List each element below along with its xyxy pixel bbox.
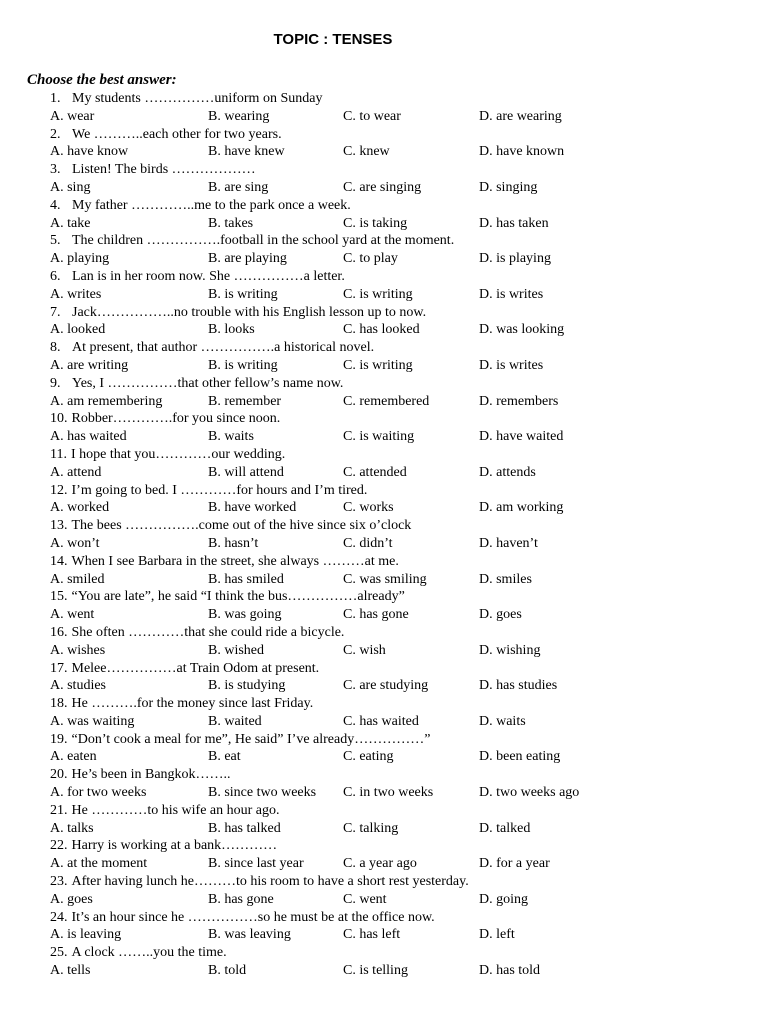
answer-options [0,748,768,766]
answer-option-d[interactable]: D. is writes [479,286,544,302]
answer-option-a[interactable]: A. writes [50,286,102,302]
answer-option-c[interactable]: C. is waiting [343,429,415,445]
answer-options [0,926,768,944]
answer-option-a[interactable]: A. was waiting [50,713,135,729]
question-number: 18. [50,696,68,712]
question-text: A clock ……..you the time. [71,945,227,961]
answer-option-a[interactable]: A. take [50,215,91,231]
answer-option-b[interactable]: B. eat [208,749,241,765]
answer-options [0,535,768,553]
question-number: 15. [50,589,68,605]
answer-options [0,250,768,268]
answer-option-b[interactable]: B. waits [208,429,254,445]
answer-option-b[interactable]: B. has smiled [208,571,284,587]
question-item [0,766,768,802]
answer-option-b[interactable]: B. is studying [208,678,286,694]
answer-option-c[interactable]: C. was smiling [343,571,427,587]
question-line [0,766,768,784]
question-text: Lan is in her room now. She ……………a letter. [72,268,345,284]
question-line [0,944,768,962]
answer-options [0,820,768,838]
question-number: 21. [50,802,68,818]
answer-option-c[interactable]: C. has looked [343,322,420,338]
answer-option-b[interactable]: B. are sing [208,179,269,195]
question-text: It’s an hour since he ……………so he must be at the office now. [71,909,435,925]
question-item [0,90,768,126]
question-text: The children …………….football in the school yard at the moment. [72,233,455,249]
answer-option-a[interactable]: A. playing [50,251,110,267]
answer-option-c[interactable]: C. is taking [343,215,408,231]
question-line [0,909,768,927]
answer-option-b[interactable]: B. told [208,963,247,979]
answer-option-c[interactable]: C. wish [343,642,386,658]
question-text: I’m going to bed. I …………for hours and I’m tired. [71,482,368,498]
question-line [0,304,768,322]
answer-option-b[interactable]: B. has gone [208,891,274,907]
answer-option-c[interactable]: C. are studying [343,678,429,694]
answer-option-d[interactable]: D. left [479,927,515,943]
question-text: Melee……………at Train Odom at present. [71,660,320,676]
answer-option-a[interactable]: A. tells [50,963,91,979]
answer-option-a[interactable]: A. for two weeks [50,785,147,801]
answer-option-d[interactable]: D. is writes [479,357,544,373]
answer-option-d[interactable]: D. are wearing [479,108,562,124]
question-item [0,873,768,909]
question-item [0,197,768,233]
answer-option-b[interactable]: B. was leaving [208,927,291,943]
question-number: 17. [50,660,68,676]
question-line [0,802,768,820]
answer-option-a[interactable]: A. at the moment [50,856,148,872]
answer-options [0,393,768,411]
answer-options [0,642,768,660]
answer-option-b[interactable]: B. is writing [208,357,278,373]
answer-options [0,891,768,909]
question-item [0,944,768,980]
answer-option-d[interactable]: D. smiles [479,571,532,587]
question-line [0,695,768,713]
answer-option-b[interactable]: B. have knew [208,144,285,160]
answer-options [0,321,768,339]
question-number: 3. [50,162,61,178]
answer-option-c[interactable]: C. attended [343,464,407,480]
question-item [0,446,768,482]
question-number: 16. [50,624,68,640]
question-line [0,268,768,286]
question-number: 22. [50,838,68,854]
question-line [0,482,768,500]
question-number: 25. [50,945,68,961]
answer-option-b[interactable]: B. since two weeks [208,785,317,801]
question-item [0,410,768,446]
answer-option-d[interactable]: D. have known [479,144,565,160]
question-line [0,446,768,464]
answer-option-a[interactable]: A. have know [50,144,129,160]
answer-option-d[interactable]: D. going [479,891,528,907]
answer-options [0,428,768,446]
question-number: 6. [50,268,61,284]
question-number: 8. [50,340,61,356]
question-item [0,837,768,873]
question-item [0,624,768,660]
answer-option-c[interactable]: C. talking [343,820,399,836]
question-number: 24. [50,909,68,925]
question-number: 5. [50,233,61,249]
question-line [0,873,768,891]
answer-option-c[interactable]: C. is telling [343,963,408,979]
question-item [0,660,768,696]
answer-option-a[interactable]: A. eaten [50,749,97,765]
question-number: 7. [50,304,61,320]
answer-option-c[interactable]: C. eating [343,749,394,765]
answer-option-b[interactable]: B. will attend [208,464,284,480]
answer-option-b[interactable]: B. looks [208,322,255,338]
answer-option-b[interactable]: B. are playing [208,251,287,267]
answer-option-a[interactable]: A. worked [50,500,110,516]
answer-option-b[interactable]: B. has talked [208,820,281,836]
question-text: Harry is working at a bank………… [71,838,278,854]
question-text: My students ……………uniform on Sunday [72,91,323,106]
answer-option-a[interactable]: A. goes [50,891,93,907]
answer-option-c[interactable]: C. to wear [343,108,401,124]
question-text: She often …………that she could ride a bicycle. [71,624,345,640]
answer-options [0,143,768,161]
answer-options [0,855,768,873]
answer-option-b[interactable]: B. wearing [208,108,270,124]
answer-options [0,286,768,304]
answer-option-b[interactable]: B. is writing [208,286,278,302]
question-line [0,161,768,179]
answer-option-d[interactable]: D. been eating [479,749,561,765]
answer-option-d[interactable]: D. has studies [479,678,558,694]
answer-option-b[interactable]: B. wished [208,642,264,658]
answer-option-c[interactable]: C. knew [343,144,390,160]
answer-options [0,606,768,624]
answer-options [0,784,768,802]
answer-option-d[interactable]: D. have waited [479,429,564,445]
question-item [0,268,768,304]
question-text: After having lunch he………to his room to have a short rest yesterday. [71,874,469,890]
answer-option-d[interactable]: D. has told [479,963,541,979]
answer-options [0,464,768,482]
question-line [0,517,768,535]
answer-option-c[interactable]: C. went [343,891,387,907]
question-item [0,909,768,945]
question-number: 10. [50,411,68,427]
answer-option-d[interactable]: D. am working [479,500,564,516]
answer-option-a[interactable]: A. is leaving [50,927,122,943]
question-text: He …………to his wife an hour ago. [71,802,280,818]
answer-option-d[interactable]: D. has taken [479,215,549,231]
question-number: 9. [50,375,61,391]
question-text: At present, that author …………….a historical novel. [72,340,375,356]
answer-option-a[interactable]: A. smiled [50,571,105,587]
answer-option-b[interactable]: B. waited [208,713,262,729]
answer-option-d[interactable]: D. waits [479,713,526,729]
question-text: He ……….for the money since last Friday. [71,696,314,712]
question-line [0,232,768,250]
answer-options [0,962,768,980]
question-item [0,517,768,553]
answer-option-a[interactable]: A. won’t [50,535,100,551]
answer-option-a[interactable]: A. attend [50,464,102,480]
question-number: 14. [50,553,68,569]
answer-option-b[interactable]: B. takes [208,215,254,231]
question-text: He’s been in Bangkok…….. [71,767,231,783]
answer-option-c[interactable]: C. is writing [343,286,413,302]
question-line [0,90,768,108]
answer-option-c[interactable]: C. has left [343,927,401,943]
question-item [0,161,768,197]
answer-option-d[interactable]: D. for a year [479,856,550,872]
question-text: Jack……………..no trouble with his English lesson up to now. [72,304,427,320]
question-text: Yes, I ……………that other fellow’s name now. [72,375,344,391]
instruction-text: Choose the best answer: [27,72,177,88]
question-text: I hope that you…………our wedding. [70,446,286,462]
answer-option-c[interactable]: C. has gone [343,607,409,623]
question-text: “Don’t cook a meal for me”, He said” I’ve already……………” [71,731,431,747]
answer-option-d[interactable]: D. singing [479,179,538,195]
answer-option-a[interactable]: A. am remembering [50,393,163,409]
question-text: We ………..each other for two years. [72,126,282,142]
answer-option-c[interactable]: C. has waited [343,713,419,729]
answer-option-a[interactable]: A. talks [50,820,94,836]
answer-option-b[interactable]: B. remember [208,393,282,409]
answer-option-d[interactable]: D. attends [479,464,536,480]
question-item [0,482,768,518]
question-line [0,410,768,428]
answer-option-a[interactable]: A. sing [50,179,91,195]
question-line [0,837,768,855]
question-number: 13. [50,518,68,534]
answer-option-c[interactable]: C. are singing [343,179,422,195]
answer-option-d[interactable]: D. wishing [479,642,541,658]
question-number: 1. [50,91,61,106]
answer-option-c[interactable]: C. works [343,500,394,516]
answer-options [0,357,768,375]
question-item [0,553,768,589]
question-line [0,624,768,642]
question-item [0,588,768,624]
question-number: 19. [50,731,68,747]
question-text: Listen! The birds ……………… [72,162,256,178]
question-number: 4. [50,197,61,213]
answer-options [0,499,768,517]
answer-option-c[interactable]: C. in two weeks [343,785,434,801]
question-line [0,588,768,606]
answer-option-d[interactable]: D. two weeks ago [479,785,580,801]
answer-option-a[interactable]: A. went [50,607,95,623]
question-line [0,197,768,215]
answer-option-d[interactable]: D. talked [479,820,531,836]
answer-option-b[interactable]: B. since last year [208,856,304,872]
question-text: When I see Barbara in the street, she always ………at me. [71,553,399,569]
question-number: 2. [50,126,61,142]
question-item [0,375,768,411]
question-item [0,126,768,162]
question-number: 20. [50,767,68,783]
question-item [0,232,768,268]
question-number: 23. [50,874,68,890]
question-number: 11. [50,446,67,462]
page-title: TOPIC : TENSES [273,31,393,48]
answer-options [0,108,768,126]
answer-option-b[interactable]: B. was going [208,607,282,623]
question-line [0,553,768,571]
answer-option-c[interactable]: C. is writing [343,357,413,373]
question-text: My father …………..me to the park once a week. [72,197,351,213]
answer-options [0,713,768,731]
answer-option-d[interactable]: D. is playing [479,251,551,267]
question-item [0,802,768,838]
answer-option-b[interactable]: B. hasn’t [208,535,259,551]
question-text: Robber………….for you since noon. [71,411,281,427]
answer-option-c[interactable]: C. to play [343,251,398,267]
question-item [0,304,768,340]
question-list [0,90,768,980]
answer-options [0,179,768,197]
question-text: “You are late”, he said “I think the bus……………already” [71,589,405,605]
answer-options [0,677,768,695]
answer-option-d[interactable]: D. remembers [479,393,559,409]
question-item [0,731,768,767]
answer-option-c[interactable]: C. remembered [343,393,430,409]
question-line [0,375,768,393]
answer-option-c[interactable]: C. didn’t [343,535,393,551]
question-line [0,660,768,678]
question-line [0,339,768,357]
answer-option-c[interactable]: C. a year ago [343,856,417,872]
question-line [0,126,768,144]
answer-option-a[interactable]: A. wear [50,108,95,124]
answer-option-a[interactable]: A. studies [50,678,106,694]
answer-options [0,571,768,589]
answer-option-d[interactable]: D. was looking [479,322,565,338]
question-number: 12. [50,482,68,498]
question-item [0,339,768,375]
answer-option-a[interactable]: A. are writing [50,357,129,373]
answer-option-d[interactable]: D. goes [479,607,522,623]
answer-options [0,215,768,233]
question-line [0,731,768,749]
answer-option-a[interactable]: A. looked [50,322,106,338]
answer-option-a[interactable]: A. wishes [50,642,106,658]
answer-option-a[interactable]: A. has waited [50,429,127,445]
question-text: The bees …………….come out of the hive since six o’clock [71,518,412,534]
question-item [0,695,768,731]
answer-option-b[interactable]: B. have worked [208,500,297,516]
answer-option-d[interactable]: D. haven’t [479,535,538,551]
